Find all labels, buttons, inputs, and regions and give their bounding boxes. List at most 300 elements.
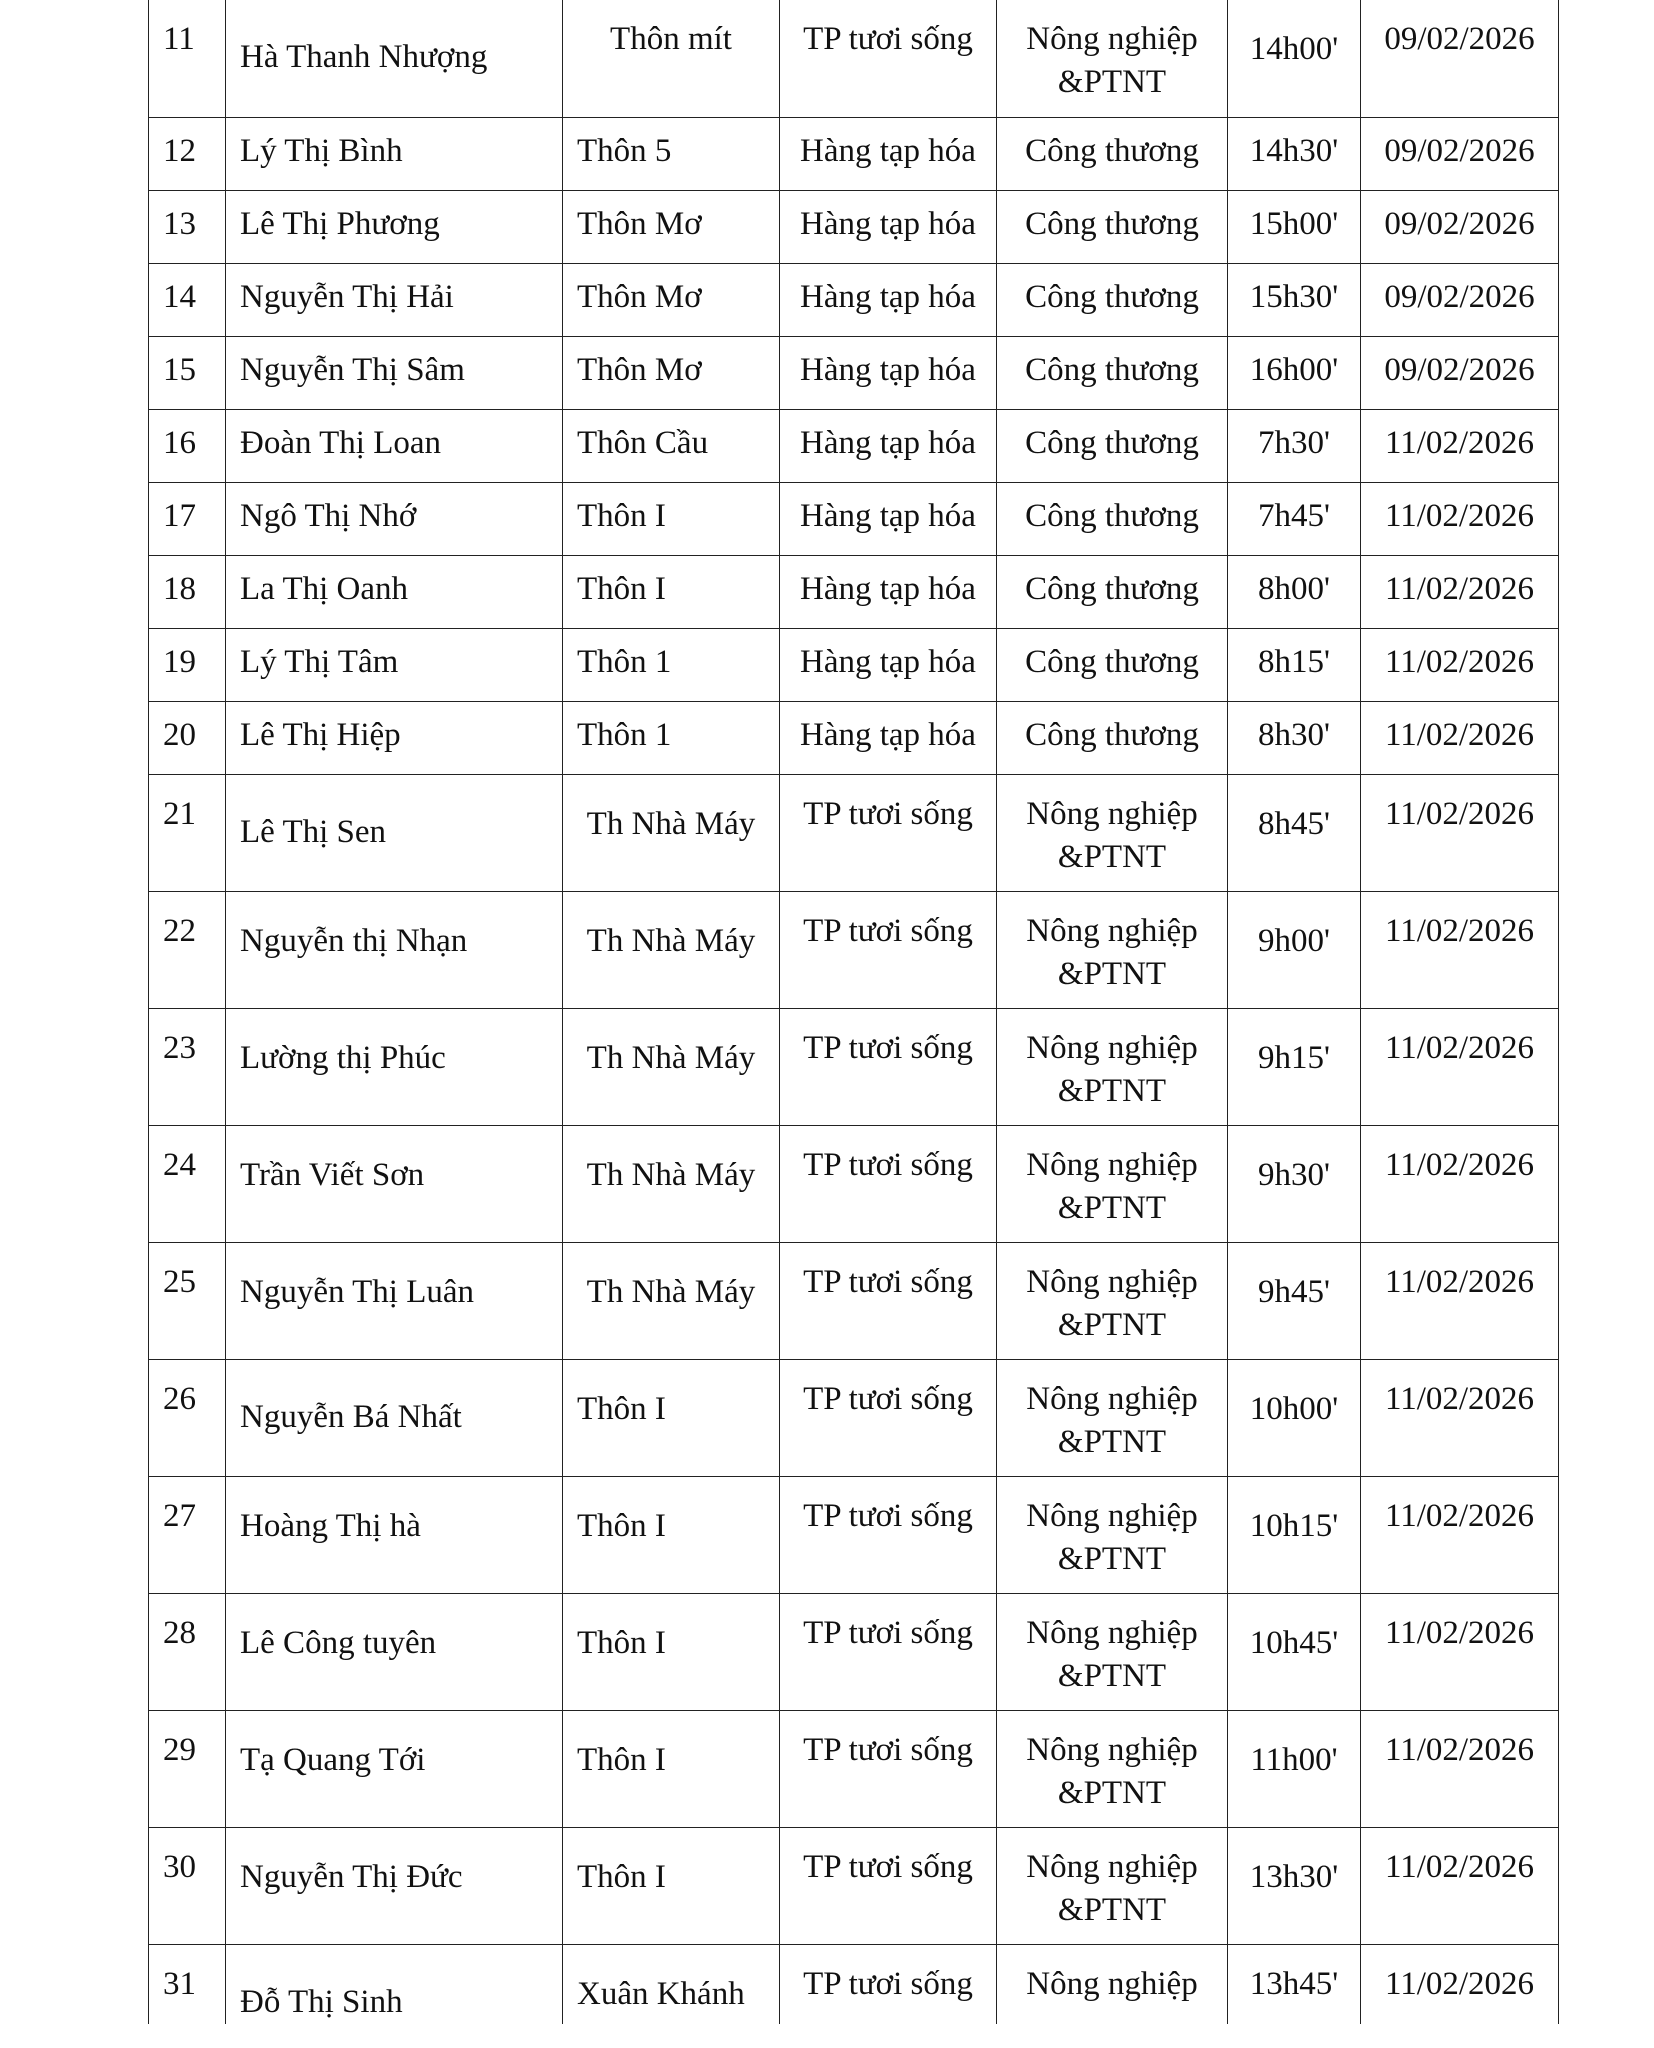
cell-sector	[997, 336, 1228, 409]
cell-goods-text: TP tươi sống	[803, 1029, 973, 1066]
cell-number-text: 19	[163, 643, 196, 680]
cell-village-text: Th Nhà Máy	[586, 1039, 756, 1076]
cell-number-text: 15	[163, 351, 196, 388]
cell-name-text: Nguyễn Thị Luân	[240, 1273, 475, 1310]
cell-number	[149, 774, 226, 891]
sector-line-1: Nông nghiệp	[1026, 21, 1198, 57]
cell-goods-text: Hàng tạp hóa	[800, 424, 976, 461]
cell-number	[149, 190, 226, 263]
cell-time	[1228, 1827, 1361, 1944]
cell-name-text: Lê Thị Phương	[240, 205, 440, 242]
cell-village-text: Thôn Mơ	[577, 278, 702, 315]
sector-line-2: &PTNT	[1057, 955, 1167, 992]
cell-time-text: 8h15'	[1258, 643, 1330, 680]
cell-time-text: 15h00'	[1249, 205, 1339, 242]
cell-time	[1228, 1242, 1361, 1359]
cell-date-text: 11/02/2026	[1384, 570, 1535, 607]
cell-time	[1228, 891, 1361, 1008]
cell-name	[226, 336, 563, 409]
cell-name	[226, 1593, 563, 1710]
cell-village-text: Thôn I	[577, 1624, 666, 1661]
cell-number	[149, 117, 226, 190]
cell-time	[1228, 0, 1361, 117]
cell-date	[1361, 1593, 1559, 1710]
cell-goods-text: TP tươi sống	[803, 795, 973, 832]
cell-goods-text: TP tươi sống	[803, 1146, 973, 1183]
cell-number-text: 26	[163, 1380, 196, 1417]
cell-goods	[780, 0, 997, 117]
cell-sector	[997, 701, 1228, 774]
cell-number-text: 28	[163, 1614, 196, 1651]
cell-date-text: 11/02/2026	[1384, 1731, 1535, 1768]
cell-name-text: Tạ Quang Tới	[240, 1741, 426, 1778]
cell-sector	[997, 1359, 1228, 1476]
cell-number	[149, 1593, 226, 1710]
cell-name-text: Lường thị Phúc	[240, 1039, 446, 1076]
sector-line-1: Nông nghiệp	[1026, 795, 1198, 832]
cell-name	[226, 1359, 563, 1476]
cell-goods	[780, 1125, 997, 1242]
cell-time	[1228, 263, 1361, 336]
cell-goods-text: TP tươi sống	[803, 1614, 973, 1651]
sector-line-1: Công thương	[1025, 351, 1199, 388]
table-row	[149, 701, 1559, 774]
cell-date-text: 09/02/2026	[1384, 278, 1535, 315]
cell-name-text: Lê Thị Hiệp	[240, 716, 401, 753]
cell-date-text: 11/02/2026	[1384, 1614, 1535, 1651]
table-row	[149, 1359, 1559, 1476]
cell-village-text: Thôn I	[577, 1858, 666, 1895]
cell-date	[1361, 263, 1559, 336]
cell-date	[1361, 409, 1559, 482]
cell-number	[149, 1242, 226, 1359]
table-row	[149, 1593, 1559, 1710]
cell-village-text: Th Nhà Máy	[586, 1273, 756, 1310]
cell-date	[1361, 701, 1559, 774]
table-row	[149, 774, 1559, 891]
cell-name-text: Lý Thị Bình	[240, 132, 403, 169]
cell-time	[1228, 190, 1361, 263]
cell-goods-text: Hàng tạp hóa	[800, 643, 976, 680]
cell-sector	[997, 409, 1228, 482]
cell-number-text: 25	[163, 1263, 196, 1300]
table-row	[149, 190, 1559, 263]
cell-village	[563, 1476, 780, 1593]
cell-goods	[780, 1242, 997, 1359]
cell-date-text: 11/02/2026	[1384, 912, 1535, 949]
sector-line-2: &PTNT	[1057, 1423, 1167, 1460]
table-body	[149, 0, 1559, 2024]
cell-date	[1361, 774, 1559, 891]
table-row	[149, 0, 1559, 117]
cell-village	[563, 1944, 780, 2024]
cell-village	[563, 409, 780, 482]
cell-date-text: 11/02/2026	[1384, 643, 1535, 680]
sector-line-2: &PTNT	[1057, 1774, 1167, 1811]
cell-village-text: Thôn 5	[577, 132, 672, 169]
sector-line-2: &PTNT	[1057, 1657, 1167, 1694]
cell-date-text: 11/02/2026	[1384, 1263, 1535, 1300]
cell-date	[1361, 1008, 1559, 1125]
cell-name-text: La Thị Oanh	[240, 570, 409, 607]
cell-time-text: 13h45'	[1249, 1965, 1339, 2002]
cell-sector	[997, 891, 1228, 1008]
cell-village	[563, 1827, 780, 1944]
cell-date	[1361, 1359, 1559, 1476]
cell-name	[226, 891, 563, 1008]
cell-number-text: 11	[163, 21, 195, 57]
cell-date	[1361, 1125, 1559, 1242]
sector-line-1: Công thương	[1025, 643, 1199, 680]
cell-time-text: 9h15'	[1258, 1039, 1330, 1076]
cell-sector	[997, 1710, 1228, 1827]
cell-goods-text: Hàng tạp hóa	[800, 278, 976, 315]
cell-goods	[780, 1476, 997, 1593]
cell-time-text: 14h00'	[1249, 31, 1339, 67]
table-row	[149, 1944, 1559, 2024]
cell-number	[149, 628, 226, 701]
cell-goods-text: Hàng tạp hóa	[800, 205, 976, 242]
cell-village-text: Thôn Mơ	[577, 351, 702, 388]
cell-number	[149, 1710, 226, 1827]
cell-time	[1228, 1593, 1361, 1710]
cell-time-text: 9h00'	[1258, 922, 1330, 959]
cell-village-text: Thôn I	[577, 1507, 666, 1544]
cell-sector	[997, 1125, 1228, 1242]
cell-date	[1361, 1827, 1559, 1944]
cell-number	[149, 1476, 226, 1593]
cell-name	[226, 774, 563, 891]
sector-line-2: &PTNT	[1057, 1072, 1167, 1109]
cell-goods-text: TP tươi sống	[803, 1731, 973, 1768]
cell-name-text: Nguyễn Thị Hải	[240, 278, 454, 315]
cell-number-text: 12	[163, 132, 196, 169]
cell-goods	[780, 1710, 997, 1827]
cell-goods	[780, 891, 997, 1008]
cell-time	[1228, 1710, 1361, 1827]
cell-date-text: 11/02/2026	[1384, 424, 1535, 461]
cell-name-text: Đỗ Thị Sinh	[240, 1983, 403, 2020]
cell-time-text: 14h30'	[1249, 132, 1339, 169]
cell-goods	[780, 1944, 997, 2024]
cell-goods-text: TP tươi sống	[803, 1848, 973, 1885]
cell-number	[149, 336, 226, 409]
cell-number-text: 24	[163, 1146, 196, 1183]
cell-name	[226, 1125, 563, 1242]
cell-sector	[997, 190, 1228, 263]
cell-number	[149, 1359, 226, 1476]
cell-number-text: 16	[163, 424, 196, 461]
cell-name	[226, 117, 563, 190]
cell-village-text: Thôn Mơ	[577, 205, 702, 242]
cell-time-text: 10h45'	[1249, 1624, 1339, 1661]
table-row	[149, 1242, 1559, 1359]
cell-date	[1361, 482, 1559, 555]
cell-village-text: Thôn I	[577, 570, 666, 607]
sector-line-2: &PTNT	[1057, 64, 1167, 100]
cell-time	[1228, 482, 1361, 555]
cell-goods	[780, 1827, 997, 1944]
cell-name-text: Đoàn Thị Loan	[240, 424, 442, 461]
cell-name-text: Nguyễn Thị Đức	[240, 1858, 463, 1895]
sector-line-2: &PTNT	[1057, 1306, 1167, 1343]
table-row	[149, 1008, 1559, 1125]
sector-line-1: Nông nghiệp	[1026, 912, 1198, 949]
cell-date-text: 09/02/2026	[1384, 132, 1535, 169]
cell-village	[563, 774, 780, 891]
cell-goods-text: TP tươi sống	[803, 1965, 973, 2002]
sector-line-1: Nông nghiệp	[1026, 1614, 1198, 1651]
cell-number	[149, 409, 226, 482]
cell-date	[1361, 891, 1559, 1008]
cell-date-text: 11/02/2026	[1384, 1848, 1535, 1885]
sector-line-2: &PTNT	[1057, 1189, 1167, 1226]
sector-line-1: Công thương	[1025, 570, 1199, 607]
cell-sector	[997, 263, 1228, 336]
cell-time-text: 7h30'	[1258, 424, 1330, 461]
cell-goods-text: TP tươi sống	[803, 1263, 973, 1300]
cell-number	[149, 555, 226, 628]
cell-name-text: Nguyễn Bá Nhất	[240, 1398, 462, 1435]
cell-number-text: 31	[163, 1965, 196, 2002]
cell-name	[226, 409, 563, 482]
cell-name	[226, 0, 563, 117]
cell-date-text: 11/02/2026	[1384, 795, 1535, 832]
cell-sector	[997, 117, 1228, 190]
cell-village	[563, 555, 780, 628]
cell-village-text: Thôn I	[577, 1741, 666, 1778]
cell-goods	[780, 263, 997, 336]
cell-number	[149, 891, 226, 1008]
cell-number	[149, 1008, 226, 1125]
sector-line-2: &PTNT	[1057, 1540, 1167, 1577]
cell-name	[226, 1008, 563, 1125]
cell-date-text: 11/02/2026	[1384, 1497, 1535, 1534]
cell-name	[226, 482, 563, 555]
cell-number-text: 27	[163, 1497, 196, 1534]
cell-name-text: Lý Thị Tâm	[240, 643, 399, 680]
sector-line-1: Nông nghiệp	[1026, 1029, 1198, 1066]
cell-goods	[780, 628, 997, 701]
cell-name	[226, 1827, 563, 1944]
cell-time-text: 11h00'	[1250, 1741, 1338, 1778]
cell-goods-text: Hàng tạp hóa	[800, 497, 976, 534]
cell-time-text: 10h00'	[1249, 1390, 1339, 1427]
cell-goods	[780, 336, 997, 409]
cell-time-text: 8h00'	[1258, 570, 1330, 607]
cell-date-text: 09/02/2026	[1384, 21, 1535, 57]
table-row	[149, 891, 1559, 1008]
cell-time	[1228, 555, 1361, 628]
cell-village	[563, 0, 780, 117]
cell-time-text: 8h45'	[1258, 805, 1330, 842]
cell-sector	[997, 482, 1228, 555]
cell-village-text: Th Nhà Máy	[586, 922, 756, 959]
cell-goods	[780, 1593, 997, 1710]
cell-time-text: 8h30'	[1258, 716, 1330, 753]
cell-sector	[997, 555, 1228, 628]
cell-date	[1361, 0, 1559, 117]
sector-line-1: Nông nghiệp	[1026, 1263, 1198, 1300]
table-row	[149, 628, 1559, 701]
cell-number	[149, 263, 226, 336]
cell-goods-text: TP tươi sống	[803, 1380, 973, 1417]
cell-time-text: 10h15'	[1249, 1507, 1339, 1544]
sector-line-1: Nông nghiệp	[1026, 1497, 1198, 1534]
cell-sector	[997, 1827, 1228, 1944]
cell-time-text: 9h45'	[1258, 1273, 1330, 1310]
table-row	[149, 1125, 1559, 1242]
cell-time-text: 13h30'	[1249, 1858, 1339, 1895]
cell-village	[563, 190, 780, 263]
cell-date	[1361, 336, 1559, 409]
sector-line-1: Công thương	[1025, 278, 1199, 315]
table-row	[149, 336, 1559, 409]
sector-line-1: Nông nghiệp	[1026, 1848, 1198, 1885]
cell-village	[563, 891, 780, 1008]
cell-number	[149, 482, 226, 555]
cell-village	[563, 336, 780, 409]
schedule-table	[148, 0, 1559, 2024]
cell-name-text: Nguyễn thị Nhạn	[240, 922, 468, 959]
table-row	[149, 117, 1559, 190]
cell-number	[149, 1944, 226, 2024]
sector-line-1: Công thương	[1025, 497, 1199, 534]
cell-village	[563, 1125, 780, 1242]
cell-name	[226, 190, 563, 263]
sector-line-2: &PTNT	[1057, 1891, 1167, 1928]
cell-date-text: 11/02/2026	[1384, 1965, 1535, 2002]
cell-date	[1361, 190, 1559, 263]
cell-village	[563, 1242, 780, 1359]
cell-name-text: Lê Công tuyên	[240, 1624, 437, 1661]
cell-village	[563, 1710, 780, 1827]
cell-goods	[780, 482, 997, 555]
cell-goods	[780, 555, 997, 628]
cell-date-text: 11/02/2026	[1384, 1029, 1535, 1066]
cell-name-text: Ngô Thị Nhớ	[240, 497, 417, 534]
cell-goods-text: TP tươi sống	[803, 912, 973, 949]
cell-village-text: Thôn 1	[577, 643, 672, 680]
cell-name-text: Lê Thị Sen	[240, 813, 387, 850]
cell-date	[1361, 1944, 1559, 2024]
cell-time	[1228, 117, 1361, 190]
sector-line-1: Nông nghiệp	[1026, 1380, 1198, 1417]
cell-goods	[780, 190, 997, 263]
sector-line-1: Công thương	[1025, 205, 1199, 242]
table-row	[149, 1710, 1559, 1827]
cell-number-text: 18	[163, 570, 196, 607]
cell-goods	[780, 117, 997, 190]
cell-village	[563, 1008, 780, 1125]
table-row	[149, 1476, 1559, 1593]
cell-date	[1361, 1710, 1559, 1827]
cell-time-text: 9h30'	[1258, 1156, 1330, 1193]
sector-line-1: Công thương	[1025, 424, 1199, 461]
cell-name	[226, 1944, 563, 2024]
cell-name	[226, 1476, 563, 1593]
cell-goods	[780, 701, 997, 774]
table-row	[149, 263, 1559, 336]
cell-name-text: Nguyễn Thị Sâm	[240, 351, 465, 388]
cell-time	[1228, 1476, 1361, 1593]
cell-date-text: 09/02/2026	[1384, 351, 1535, 388]
table-row	[149, 409, 1559, 482]
table-row	[149, 482, 1559, 555]
cell-name-text: Trần Viết Sơn	[240, 1156, 425, 1193]
cell-date	[1361, 1242, 1559, 1359]
cell-goods	[780, 1359, 997, 1476]
cell-name	[226, 1710, 563, 1827]
cell-time	[1228, 1359, 1361, 1476]
cell-date-text: 11/02/2026	[1384, 1146, 1535, 1183]
cell-village-text: Th Nhà Máy	[586, 805, 756, 842]
sector-line-1: Công thương	[1025, 716, 1199, 753]
cell-village-text: Thôn 1	[577, 716, 672, 753]
cell-time	[1228, 1125, 1361, 1242]
cell-goods-text: Hàng tạp hóa	[800, 351, 976, 388]
cell-name-text: Hoàng Thị hà	[240, 1507, 421, 1544]
cell-village-text: Thôn mít	[610, 21, 732, 57]
cell-time	[1228, 409, 1361, 482]
cell-time	[1228, 701, 1361, 774]
sector-line-1: Nông nghiệp	[1026, 1731, 1198, 1768]
sector-line-2: &PTNT	[1057, 838, 1167, 875]
cell-goods-text: Hàng tạp hóa	[800, 570, 976, 607]
cell-number-text: 22	[163, 912, 196, 949]
cell-name	[226, 701, 563, 774]
cell-village-text: Th Nhà Máy	[586, 1156, 756, 1193]
cell-time	[1228, 774, 1361, 891]
cell-village	[563, 263, 780, 336]
cell-sector	[997, 1944, 1228, 2024]
cell-sector	[997, 1593, 1228, 1710]
cell-goods-text: TP tươi sống	[803, 21, 973, 57]
cell-village	[563, 1593, 780, 1710]
cell-date-text: 11/02/2026	[1384, 1380, 1535, 1417]
cell-village	[563, 117, 780, 190]
cell-date	[1361, 555, 1559, 628]
cell-name	[226, 628, 563, 701]
cell-sector	[997, 1008, 1228, 1125]
cell-time	[1228, 1944, 1361, 2024]
cell-goods-text: Hàng tạp hóa	[800, 716, 976, 753]
cell-number	[149, 701, 226, 774]
cell-name	[226, 1242, 563, 1359]
cell-time	[1228, 628, 1361, 701]
cell-date	[1361, 1476, 1559, 1593]
cell-name-text: Hà Thanh Nhượng	[240, 39, 488, 75]
cell-village	[563, 628, 780, 701]
cell-goods	[780, 409, 997, 482]
cell-village-text: Thôn Cầu	[577, 424, 709, 461]
cell-date-text: 11/02/2026	[1384, 497, 1535, 534]
cell-date	[1361, 628, 1559, 701]
cell-name	[226, 263, 563, 336]
cell-number-text: 20	[163, 716, 196, 753]
cell-time	[1228, 336, 1361, 409]
cell-sector	[997, 1242, 1228, 1359]
cell-number-text: 21	[163, 795, 196, 832]
sector-line-1: Nông nghiệp	[1026, 1965, 1198, 2002]
table-row	[149, 1827, 1559, 1944]
cell-sector	[997, 774, 1228, 891]
cell-village-text: Thôn I	[577, 1390, 666, 1427]
cell-time-text: 16h00'	[1249, 351, 1339, 388]
cell-goods	[780, 774, 997, 891]
cell-time-text: 7h45'	[1258, 497, 1330, 534]
cell-time	[1228, 1008, 1361, 1125]
